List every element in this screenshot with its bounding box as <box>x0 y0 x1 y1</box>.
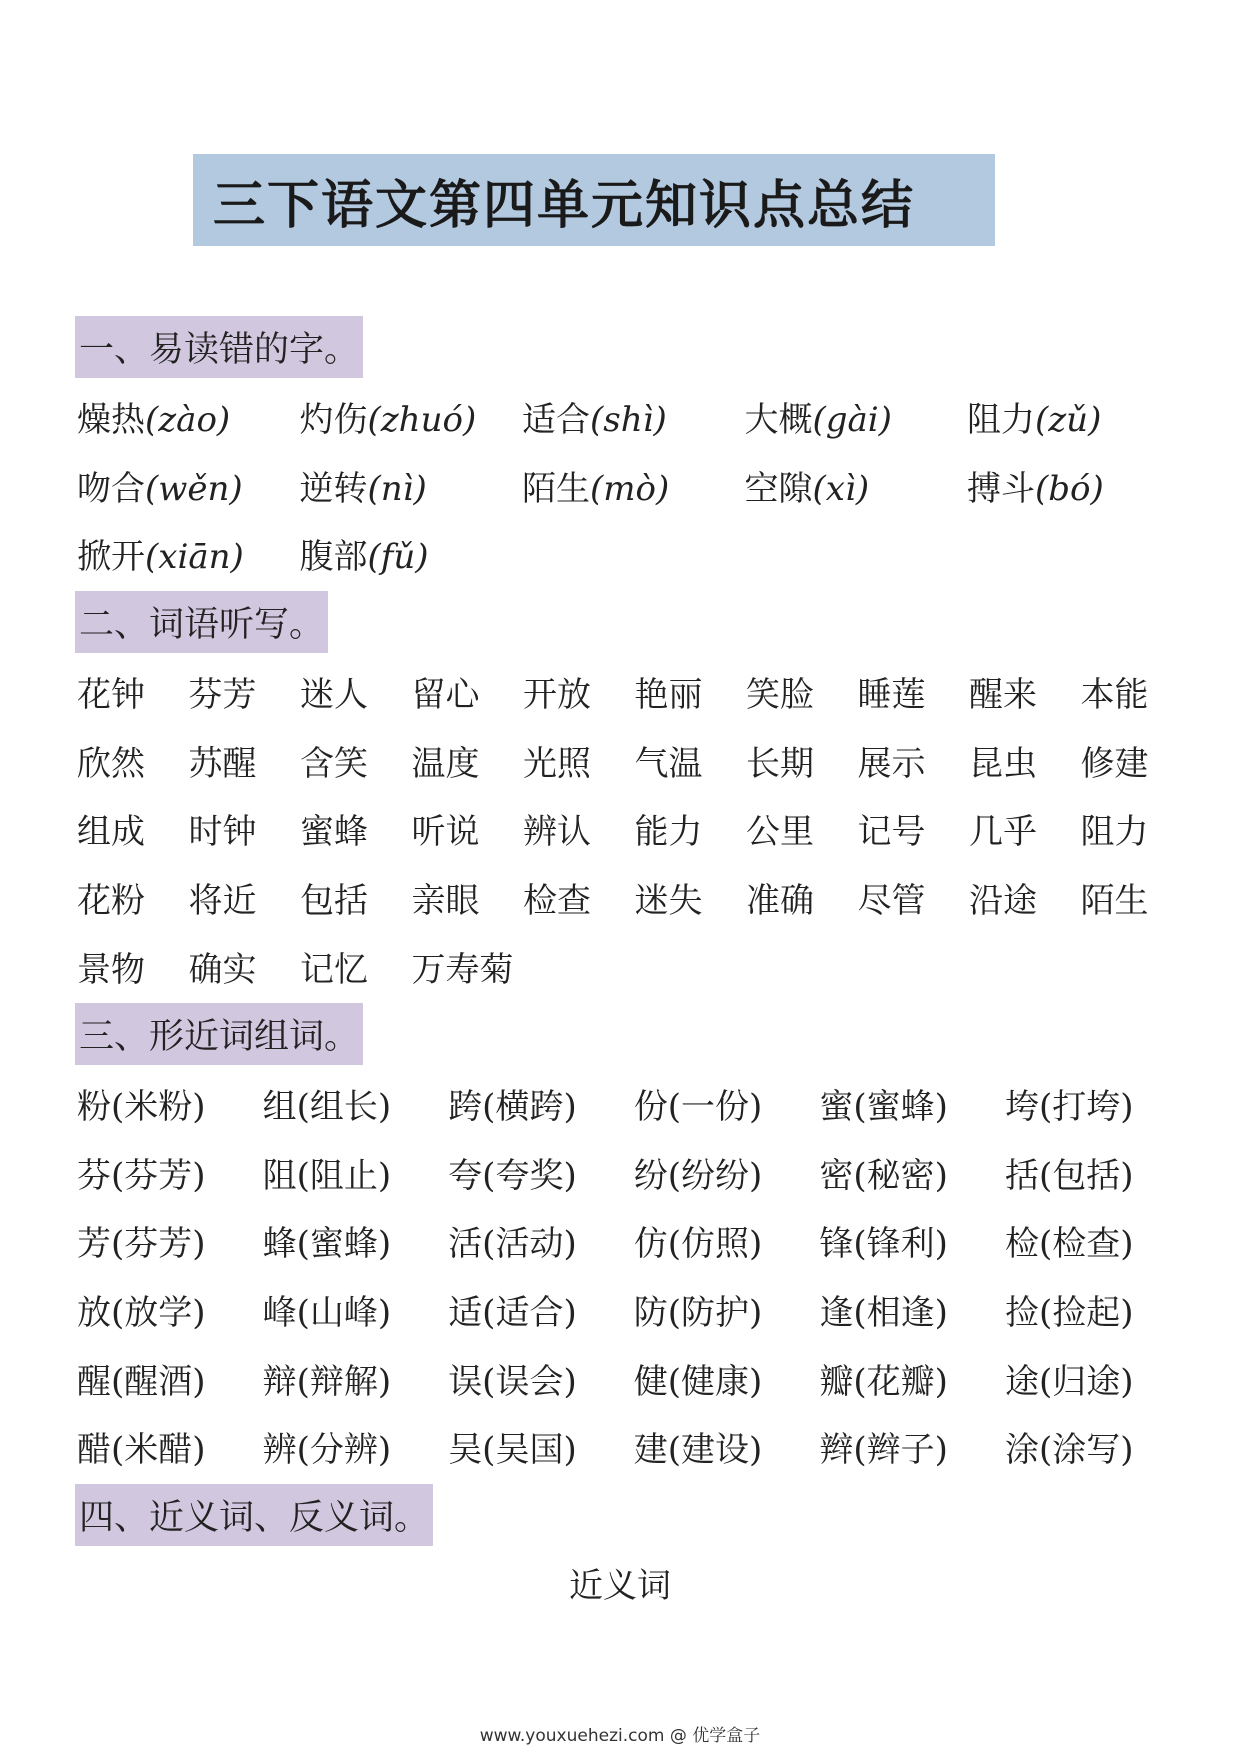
misread-row <box>77 382 1190 451</box>
similar-row <box>77 1069 1191 1138</box>
dictation-word: 昆虫 <box>969 743 1037 784</box>
dictation-word: 记忆 <box>300 949 368 990</box>
similar-item: 跨(横跨) <box>448 1086 577 1127</box>
dictation-word: 辨认 <box>523 812 591 853</box>
page-title: 三下语文第四单元知识点总结 <box>213 175 916 236</box>
similar-item: 蜜(蜜蜂) <box>819 1086 948 1127</box>
similar-item: 垮(打垮) <box>1004 1086 1134 1127</box>
misread-item: 灼伤(zhuó) <box>299 399 477 440</box>
similar-item: 仿(仿照) <box>633 1224 763 1265</box>
similar-item: 蜂(蜜蜂) <box>262 1224 392 1265</box>
section-heading-misread-chars: 一、易读错的字。 <box>75 316 363 378</box>
dictation-word: 检查 <box>523 880 591 921</box>
dictation-word: 万寿菊 <box>411 949 514 990</box>
misread-item: 燥热(zào) <box>77 399 231 440</box>
dictation-word: 苏醒 <box>188 743 257 784</box>
dictation-word: 温度 <box>411 743 480 784</box>
footer-watermark: www.youxuehezi.com @ 优学盒子 <box>479 1726 761 1746</box>
dictation-word: 开放 <box>523 674 591 715</box>
dictation-word: 芬芳 <box>188 674 257 715</box>
similar-item: 辫(辫子) <box>819 1430 948 1471</box>
similar-item: 检(检查) <box>1004 1224 1134 1265</box>
similar-item: 捡(捡起) <box>1004 1292 1134 1333</box>
dictation-grid <box>77 657 1192 1000</box>
similar-item: 份(一份) <box>633 1086 763 1127</box>
similar-item: 辩(辩解) <box>262 1361 392 1402</box>
similar-item: 粉(米粉) <box>77 1086 206 1127</box>
section-heading-similar-chars: 三、形近词组词。 <box>75 1003 363 1065</box>
dictation-word: 沿途 <box>969 880 1037 921</box>
similar-chars-grid <box>77 1069 1191 1481</box>
dictation-word: 艳丽 <box>634 674 703 715</box>
similar-item: 组(组长) <box>262 1086 392 1127</box>
similar-item: 吴(吴国) <box>448 1430 577 1471</box>
misread-item: 腹部(fǔ) <box>299 537 429 578</box>
similar-row <box>77 1275 1191 1344</box>
similar-item: 锋(锋利) <box>819 1224 948 1265</box>
dictation-word: 花粉 <box>77 880 145 921</box>
similar-row <box>77 1412 1191 1481</box>
dictation-word: 展示 <box>857 743 926 784</box>
dictation-word: 光照 <box>523 743 591 784</box>
similar-item: 芳(芬芳) <box>77 1224 206 1265</box>
similar-row <box>77 1138 1191 1207</box>
dictation-word: 公里 <box>746 812 814 853</box>
dictation-word: 包括 <box>300 880 368 921</box>
dictation-word: 几乎 <box>969 812 1037 853</box>
similar-item: 纷(纷纷) <box>633 1155 763 1196</box>
similar-item: 涂(涂写) <box>1004 1430 1134 1471</box>
dictation-word: 长期 <box>746 743 814 784</box>
dictation-word: 睡莲 <box>857 674 926 715</box>
dictation-word: 留心 <box>411 674 480 715</box>
similar-item: 醋(米醋) <box>77 1430 206 1471</box>
similar-item: 适(适合) <box>448 1292 577 1333</box>
dictation-row <box>77 794 1192 863</box>
similar-item: 建(建设) <box>633 1430 763 1471</box>
misread-item: 阻力(zǔ) <box>967 399 1102 440</box>
similar-item: 醒(醒酒) <box>77 1361 206 1402</box>
misread-chars-grid <box>77 382 1190 588</box>
dictation-word: 记号 <box>857 812 926 853</box>
similar-item: 防(防护) <box>633 1292 763 1333</box>
dictation-row <box>77 863 1192 932</box>
similar-item: 健(健康) <box>633 1361 763 1402</box>
dictation-word: 迷失 <box>634 880 703 921</box>
dictation-word: 修建 <box>1080 743 1149 784</box>
dictation-word: 本能 <box>1080 674 1149 715</box>
dictation-word: 组成 <box>77 812 145 853</box>
dictation-word: 听说 <box>411 812 480 853</box>
misread-item: 逆转(nì) <box>299 468 427 509</box>
dictation-word: 时钟 <box>188 812 257 853</box>
synonyms-subheading: 近义词 <box>569 1566 671 1606</box>
misread-item: 陌生(mò) <box>522 468 670 509</box>
misread-item: 掀开(xiān) <box>77 537 244 578</box>
misread-item: 空隙(xì) <box>744 468 870 509</box>
similar-item: 逢(相逢) <box>819 1292 948 1333</box>
misread-row <box>77 451 1190 520</box>
misread-item: 适合(shì) <box>522 399 667 440</box>
dictation-word: 阻力 <box>1080 812 1149 853</box>
dictation-word: 醒来 <box>969 674 1037 715</box>
dictation-word: 含笑 <box>300 743 368 784</box>
misread-item: 搏斗(bó) <box>967 468 1104 509</box>
similar-row <box>77 1206 1191 1275</box>
similar-item: 密(秘密) <box>819 1155 948 1196</box>
dictation-row <box>77 657 1192 726</box>
similar-item: 放(放学) <box>77 1292 206 1333</box>
dictation-word: 迷人 <box>300 674 368 715</box>
dictation-word: 气温 <box>634 743 703 784</box>
misread-item: 吻合(wěn) <box>77 468 243 509</box>
dictation-word: 花钟 <box>77 674 145 715</box>
dictation-row <box>77 726 1192 795</box>
similar-item: 括(包括) <box>1004 1155 1134 1196</box>
similar-item: 芬(芬芳) <box>77 1155 206 1196</box>
similar-item: 活(活动) <box>448 1224 577 1265</box>
section-heading-dictation: 二、词语听写。 <box>75 591 328 653</box>
dictation-word: 亲眼 <box>411 880 480 921</box>
similar-item: 辨(分辨) <box>262 1430 392 1471</box>
dictation-word: 确实 <box>188 949 257 990</box>
section-heading-synonyms-antonyms: 四、近义词、反义词。 <box>75 1484 433 1546</box>
dictation-word: 能力 <box>634 812 703 853</box>
dictation-word: 蜜蜂 <box>300 812 368 853</box>
dictation-word: 欣然 <box>77 743 145 784</box>
similar-item: 夸(夸奖) <box>448 1155 577 1196</box>
dictation-word: 景物 <box>77 949 145 990</box>
page-title-box <box>193 154 995 246</box>
similar-item: 阻(阻止) <box>262 1155 392 1196</box>
dictation-row <box>77 932 1192 1001</box>
similar-item: 误(误会) <box>448 1361 577 1402</box>
dictation-word: 陌生 <box>1080 880 1149 921</box>
misread-item: 大概(gài) <box>744 399 892 440</box>
similar-item: 瓣(花瓣) <box>819 1361 948 1402</box>
similar-item: 峰(山峰) <box>262 1292 392 1333</box>
dictation-word: 将近 <box>188 880 257 921</box>
dictation-word: 笑脸 <box>746 674 814 715</box>
similar-row <box>77 1344 1191 1413</box>
misread-row <box>77 519 1190 588</box>
dictation-word: 尽管 <box>857 880 926 921</box>
similar-item: 途(归途) <box>1004 1361 1134 1402</box>
dictation-word: 准确 <box>746 880 814 921</box>
